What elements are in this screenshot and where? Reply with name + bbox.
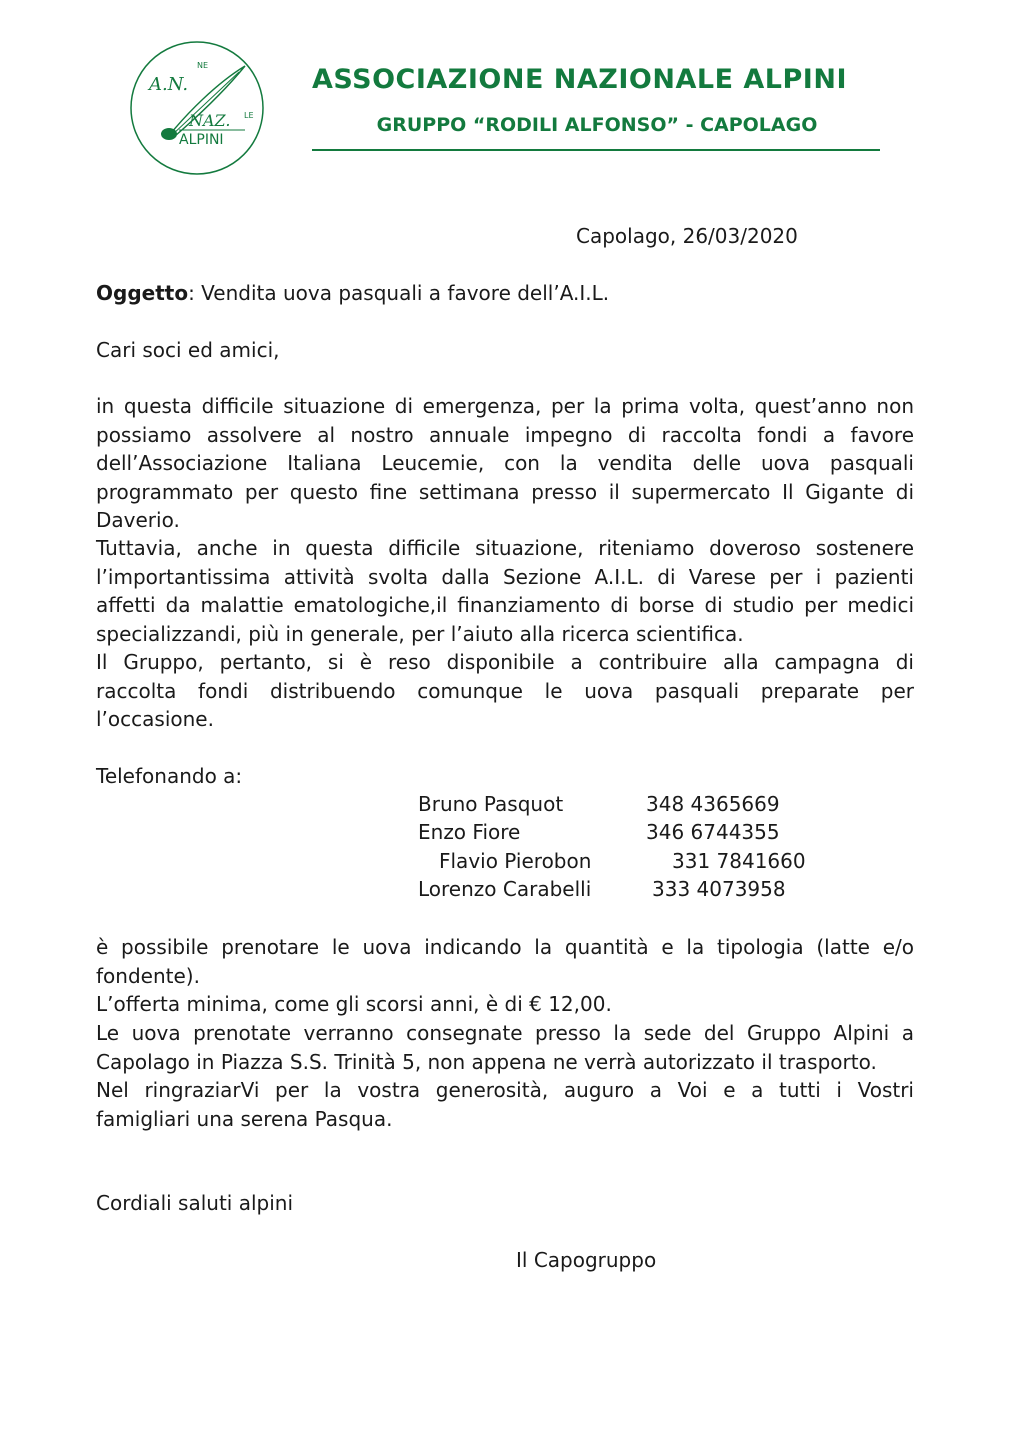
contact-phone: 348 4365669 (646, 792, 780, 816)
paragraph-5 (96, 990, 914, 1019)
paragraph-line: l’importantissima attività svolta dalla Sezione A.I.L. di Varese per i pazienti (96, 564, 914, 589)
contact-name: Bruno Pasquot (418, 792, 564, 816)
paragraph-line: raccolta fondi distribuendo comunque le uova pasquali preparate per (96, 678, 914, 703)
paragraph-line: L’offerta minima, come gli scorsi anni, è di € 12,00. (96, 992, 612, 1016)
paragraph-line: in questa difficile situazione di emergenza, per la prima volta, quest’anno non (96, 394, 914, 418)
contact-name: Enzo Fiore (418, 820, 521, 844)
letter-closing: Cordiali saluti alpini (96, 1191, 294, 1215)
contact-phone: 331 7841660 (672, 849, 806, 873)
logo-bottom-text: ALPINI (179, 132, 224, 148)
paragraph-4 (96, 933, 914, 990)
paragraph-line: affetti da malattie ematologiche,il finanziamento di borse di studio per medici (96, 593, 914, 618)
logo-top-superscript: NE (197, 61, 209, 70)
paragraph-7 (96, 1076, 914, 1133)
association-logo (127, 38, 267, 178)
paragraph-line: Capolago in Piazza S.S. Trinità 5, non appena ne verrà autorizzato il trasporto. (96, 1049, 877, 1074)
contact-phone: 346 6744355 (646, 820, 780, 844)
logo-top-text: A.N. (149, 74, 189, 95)
subject-label: Oggetto (96, 281, 189, 305)
paragraph-line: Le uova prenotate verranno consegnate presso la sede del Gruppo Alpini a (96, 1021, 914, 1045)
paragraph-line: Nel ringraziarVi per la vostra generosità, auguro a Voi e a tutti i Vostri (96, 1078, 914, 1102)
contact-phone: 333 4073958 (652, 877, 786, 901)
logo-mid-superscript: LE (244, 111, 254, 120)
paragraph-2 (96, 534, 914, 648)
paragraph-line: Daverio. (96, 508, 180, 533)
signature: Il Capogruppo (516, 1248, 657, 1272)
paragraph-6 (96, 1019, 914, 1076)
paragraph-line: famigliari una serena Pasqua. (96, 1106, 393, 1131)
header-divider (312, 149, 880, 151)
paragraph-line: Tuttavia, anche in questa difficile situazione, riteniamo doveroso sostenere (96, 536, 914, 560)
paragraph-1 (96, 392, 914, 535)
logo-mid-text: NAZ. (189, 111, 231, 130)
paragraph-line: è possibile prenotare le uova indicando la quantità e la tipologia (latte e/o (96, 935, 914, 959)
paragraph-line: fondente). (96, 963, 200, 988)
paragraph-line: specializzandi, più in generale, per l’aiuto alla ricerca scientifica. (96, 621, 744, 646)
paragraph-line: Il Gruppo, pertanto, si è reso disponibile a contribuire alla campagna di (96, 650, 914, 674)
organization-name: ASSOCIAZIONE NAZIONALE ALPINI (312, 64, 847, 95)
group-name: GRUPPO “RODILI ALFONSO” - CAPOLAGO (376, 114, 818, 136)
phone-intro: Telefonando a: (96, 764, 243, 788)
paragraph-3 (96, 648, 914, 734)
letter-date: Capolago, 26/03/2020 (576, 224, 798, 248)
paragraph-line: possiamo assolvere al nostro annuale impegno di raccolta fondi a favore (96, 422, 914, 447)
paragraph-line: l’occasione. (96, 707, 214, 732)
letter-greeting: Cari soci ed amici, (96, 338, 280, 362)
paragraph-line: dell’Associazione Italiana Leucemie, con la vendita delle uova pasquali (96, 451, 914, 476)
subject-text: : Vendita uova pasquali a favore dell’A.I.L. (188, 281, 610, 305)
letter-subject (96, 279, 609, 308)
contact-name: Flavio Pierobon (439, 849, 592, 873)
paragraph-line: programmato per questo fine settimana presso il supermercato Il Gigante di (96, 479, 914, 504)
contact-name: Lorenzo Carabelli (418, 877, 592, 901)
